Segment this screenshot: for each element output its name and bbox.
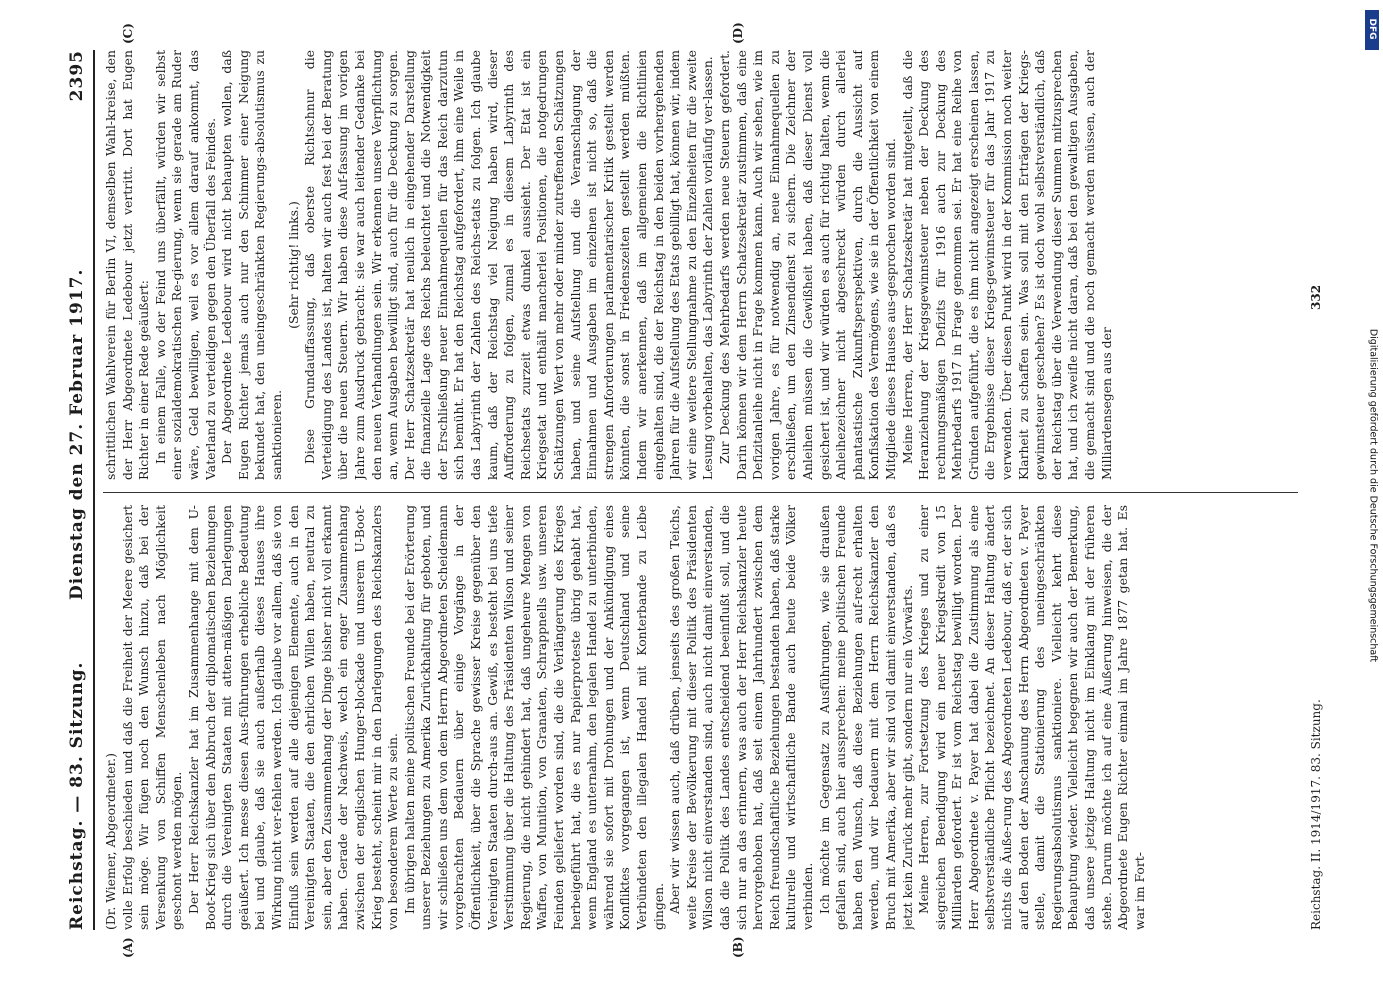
left-column [103,505,1298,930]
sheet-number: 332 [1309,284,1323,310]
digitization-credit [1366,0,1380,1000]
right-column [103,50,1298,480]
dfg-logo: DFG [1365,10,1379,50]
print-signature: Reichstag. II. 1914/1917. 83. Sitzung. [1309,699,1323,930]
paragraph: Ich möchte im Gegensatz zu Ausführungen, wie sie draußen gefallen sind, auch hier aussprechen: meine politischen Freunde haben den Wunsch, daß diese Beziehungen auf-recht erhalten werden, und wir bedauern mit dem Herrn Reichskanzler den Bruch mit Amerika, aber wir sind voll damit einverstanden, daß es jetzt kein Zurück mehr gibt, sondern nur ein Vorwärts. [816,505,915,930]
running-head-date: Dienstag den 27. Februar 1917. [67,268,87,600]
paragraph: volle Erfolg beschieden und daß die Freiheit der Meere gesichert sein möge. Wir fügen noch den Wunsch hinzu, daß bei der Versenkung von Schiffen Menschenleben nach Möglichkeit geschont werden mögen. [119,505,185,930]
margin-mark-c: (C) [121,23,135,44]
margin-mark-a: (A) [121,937,135,958]
quotation: In einem Falle, wo der Feind uns überfällt, würden wir selbst einer sozialdemokratischen Re-gierung, wenn sie gerade am Ruder wäre, Geld bewilligen, weil es vor allem darauf ankommt, das Vaterland zu verteidigen gegen den Überfall des Feindes. [152,50,218,480]
paragraph: Der Abgeordnete Ledebour wird nicht behaupten wollen, daß Eugen Richter jemals auch nur den Schimmer einer Neigung bekundet hat, den uneingeschränkten Regierungs-absolutismus zu sanktionieren. [219,50,284,480]
paragraph: Diese Grundauffassung, daß oberste Richtschnur die Verteidigung des Landes ist, halten wir auch fest bei der Beratung über die neuen Steuern. Wir haben diese Auf-fassung im vorigen Jahre zum Ausdruck gebracht: sie war auch leitender Gedanke bei den neuen Verhandlungen sein. Wir erkennen unsere Verpflichtung an, wenn Ausgaben bewilligt sind, auch für die Deckung zu sorgen. Der Herr Schatzsekretär hat neulich in eingehender Darstellung die finanzielle Lage des Reichs beleuchtet und die Notwendigkeit der Erschließung neuer Einnahmequellen für das Reich darzutun sich bemüht. Er hat den Reichstag aufgefordert, ihm eine Weile in das Labyrinth der Zahlen des Reichs-etats zu folgen. Ich glaube kaum, daß der Reichstag viel Neigung haben wird, dieser Aufforderung zu folgen, zumal es in diesem Labyrinth des Reichsetats zurzeit etwas dunkel aussieht. Der Etat ist ein Kriegsetat und enthält mancherlei Positionen, die notgedrungen Schätzungen Wert von mehr oder minder zutreffenden Schätzungen haben, und seine Aufstellung und die Veranschlagung der Einnahmen und Ausgaben im einzelnen ist nicht so, daß die strengen Anforderungen parlamentarischer Kritik gestellt werden könnten, die sonst in Friedenszeiten gestellt werden müßten. Indem wir anerkennen, daß im allgemeinen die Richtlinien eingehalten sind, die der Reichstag in den beiden vorhergehenden Jahren für die Aufstellung des Etats gebilligt hat, können wir, indem wir eine weitere Stellungnahme zu den Einzelheiten für die zweite Lesung vorbehalten, das Labyrinth der Zahlen vorläufig ver-lassen. [302,50,716,480]
rotated-page [41,0,1341,1000]
running-head [63,50,95,930]
running-head-left: Reichstag. — 83. Sitzung. [67,661,87,930]
paragraph: Meine Herren, der Herr Schatzsekretär hat mitgeteilt, daß die Heranziehung der Kriegsgewinnsteuer neben der Deckung des rechnungsmäßigen Defizits für 1916 auch zur Deckung des Mehrbedarfs 1917 in Frage genommen sei. Er hat eine Reihe von Gründen aufgeführt, die es ihm nicht angezeigt erscheinen lassen, die Ergebnisse dieser Kriegs-gewinnsteuer für das Jahr 1917 zu verwenden. Über diesen Punkt wird in der Kommission noch weiter Klarheit zu schaffen sein. Was soll mit den Erträgen der Kriegs-gewinnsteuer geschehen? Es ist doch wohl selbstverständlich, daß der Reichstag über die Verwendung dieser Summen mitzusprechen hat, und ich zweifle nicht daran, daß bei den gewaltigen Ausgaben, die gemacht sind und die noch gemacht werden müssen, auch der Milliardensegen aus der [899,50,1114,480]
interjection: (Sehr richtig! links.) [285,201,301,329]
column-divider [103,492,1298,493]
page-number-top: 2395 [67,50,87,102]
paragraph: Zur Deckung des Mehrbedarfs werden neue Steuern gefordert. Darin können wir dem Herrn Schatzsekretär zustimmen, daß eine Defizitanleihe nicht in Frage kommen kann. Auch wir sehen, wie im vorigen Jahre, es für notwendig an, neue Einnahmequellen zu erschließen, um den Zinsendienst zu sichern. Die Zeichner der Anleihen müssen die Gewißheit haben, daß dieser Dienst voll gesichert ist, und wir würden es auch für richtig halten, wenn die Anleihezeichner nicht abgeschreckt würden durch allerlei phantastische Zukunftsperspektiven, durch die Aussicht auf Konfiskation des Vermögens, wie sie in der Öffentlichkeit von einem Mitgliede dieses Hauses aus-gesprochen worden sind. [716,50,898,480]
paragraph: Im übrigen halten meine politischen Freunde bei der Erörterung unserer Beziehungen zu Amerika Zurückhaltung für geboten, und wir schließen uns dem von dem Herrn Abgeordneten Scheidemann vorgebrachten Bedauern über einige Vorgänge in der Öffentlichkeit, über die Sprache gewisser Kreise gegenüber den Vereinigten Staaten durch-aus an. Gewiß, es besteht bei uns tiefe Verstimmung über die Haltung des Präsidenten Wilson und seiner Regierung, die nicht gehindert hat, daß ungeheure Mengen von Waffen, von Munition, von Granaten, Schrappnells usw. unseren Feinden geliefert worden sind, die die Verlängerung des Krieges herbeigeführt hat, die es nur Papierproteste übrig gehabt hat, wenn England es unternahm, den legalen Handel zu unterbinden, während sie sofort mit Drohungen und der Ankündigung eines Konfliktes vorgegangen ist, wenn Deutschland und seine Verbündeten den illegalen Handel mit Konterbande zu Leibe gingen. [401,505,666,930]
paragraph: schrittlichen Wahlverein für Berlin VI, demselben Wahl-kreise, den der Herr Abgeordnete Ledebour jetzt vertritt. Dort hat Eugen Richter in einer Rede geäußert: [103,50,152,480]
paragraph: Der Herr Reichskanzler hat im Zusammenhange mit dem U-Boot-Krieg sich über den Abbruch der diplomatischen Beziehungen durch die Vereinigten Staaten mit atten-mäßigen Darlegungen geäußert. Ich messe diesen Aus-führungen erhebliche Bedeutung bei und glaube, daß sie auch außerhalb dieses Hauses ihre Wirkung nicht ver-fehlen werden. Ich glaube vor allem, daß sie von Einfluß sein werden auf alle diejenigen Elemente, auch in den Vereinigten Staaten, die den ehrlichen Willen haben, neutral zu sein, aber den Zusammenhang der Dinge bisher nicht voll erkannt haben. Gerade der Nachweis, welch ein enger Zusammenhang zwischen der englischen Hunger-blockade und unserem U-Boot-Krieg besteht, scheint mir in den Darlegungen des Reichskanzlers von besonderem Werte zu sein. [185,505,401,930]
credit-text: Digitalisierung gefördert durch die Deutsche Forschungsgemeinschaft [1367,328,1379,663]
speaker-line: (Dr. Wiemer, Abgeordneter.) [103,753,118,930]
margin-mark-b: (B) [731,936,745,958]
margin-mark-d: (D) [731,22,745,44]
page-footer [1309,50,1329,930]
paragraph: Aber wir wissen auch, daß drüben, jenseits des großen Teichs, weite Kreise der Bevölkerung mit dieser Politik des Präsidenten Wilson nicht einverstanden sind, auch nicht damit einverstanden, daß die Politik des Landes entscheidend beeinflußt soll, und die sich nur an das erinnern, was auch der Herr Reichskanzler heute hervorgehoben hat, daß seit einem Jahrhundert zwischen dem Reich freundschaftliche Beziehungen bestanden haben, daß starke kulturelle und wirtschaftliche Bande auch heute beide Völker verbinden. [667,505,815,930]
paragraph: Meine Herren, zur Fortsetzung des Krieges und zu einer siegreichen Beendigung wird ein neuer Kriegskredit von 15 Milliarden gefordert. Er ist vom Reichstag bewilligt worden. Der Herr Abgeordnete v. Payer hat dabei die Zustimmung als eine selbstverständliche Pflicht bezeichnet. An dieser Haltung ändert nichts die Äuße-rung des Abgeordneten Ledebour, daß er, der sich auf den Boden der Anschauung des Herrn Abgeordneten v. Payer stelle, damit die Stationierung des uneingeschränkten Regierungsabsolutismus sanktioniere. Vielleicht kehrt diese Behauptung wieder. Vielleicht begegnen wir auch der Bemerkung, daß unsere jetzige Haltung nicht im Einklang mit der früheren stehe. Darum möchte ich auf eine Äußerung hinweisen, die der Abgeordnete Eugen Richter einmal im Jahre 1877 getan hat. Es war im Fort- [916,505,1147,930]
